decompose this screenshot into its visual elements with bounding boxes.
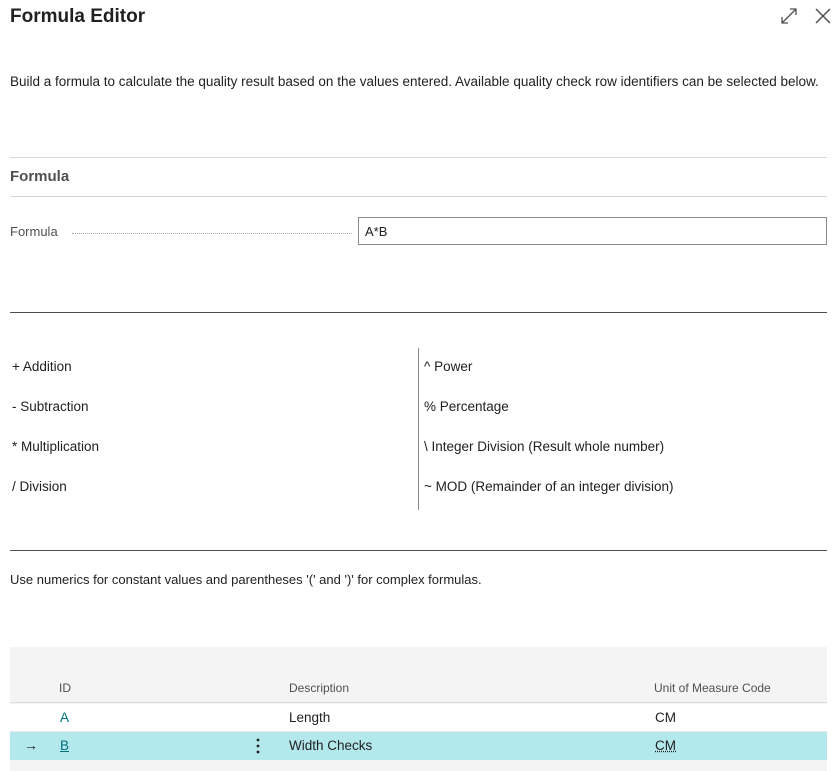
operator-power: ^ Power <box>424 359 473 374</box>
column-header-id[interactable]: ID <box>59 681 71 695</box>
formula-section-title: Formula <box>10 168 70 185</box>
row-indicator-arrow-icon: → <box>24 737 38 753</box>
close-icon <box>814 7 832 25</box>
row-description: Length <box>289 710 331 725</box>
note-text: Use numerics for constant values and parentheses '(' and ')' for complex formulas. <box>10 572 482 587</box>
column-header-uom[interactable]: Unit of Measure Code <box>654 681 771 695</box>
identifiers-table <box>10 647 827 771</box>
divider <box>10 157 827 158</box>
operator-addition: + Addition <box>12 359 72 374</box>
operator-subtraction: - Subtraction <box>12 399 89 414</box>
close-button[interactable] <box>812 5 834 27</box>
row-uom[interactable]: CM <box>655 738 676 753</box>
row-id-link[interactable]: A <box>60 710 70 725</box>
intro-text: Build a formula to calculate the quality result based on the values entered. Available quality check row identifiers can be selected below. <box>10 74 819 89</box>
more-vertical-icon <box>256 738 260 754</box>
title-bar <box>0 0 840 40</box>
operator-division: / Division <box>12 479 67 494</box>
divider <box>10 196 827 197</box>
row-id-link[interactable]: B <box>60 738 70 753</box>
dialog-title: Formula Editor <box>10 6 146 27</box>
table-row[interactable] <box>10 704 827 732</box>
operators-divider <box>418 348 419 510</box>
table-row-selected[interactable] <box>10 732 827 760</box>
row-actions-button[interactable] <box>252 735 264 757</box>
operators-right-list <box>424 358 673 518</box>
column-header-description[interactable]: Description <box>289 681 350 695</box>
row-uom: CM <box>655 710 676 725</box>
table-header <box>10 673 827 703</box>
row-description: Width Checks <box>289 738 373 753</box>
formula-field-label: Formula <box>10 224 58 239</box>
operator-multiplication: * Multiplication <box>12 439 100 454</box>
expand-button[interactable] <box>778 5 800 27</box>
operator-integer-division: \ Integer Division (Result whole number) <box>424 439 665 454</box>
field-leader-dots <box>72 233 352 234</box>
divider <box>10 550 827 551</box>
operators-left-list <box>12 358 99 518</box>
formula-input[interactable] <box>358 217 827 245</box>
divider <box>10 312 827 313</box>
expand-arrows-icon <box>780 7 798 25</box>
operator-percentage: % Percentage <box>424 399 509 414</box>
operator-mod: ~ MOD (Remainder of an integer division) <box>424 479 674 494</box>
